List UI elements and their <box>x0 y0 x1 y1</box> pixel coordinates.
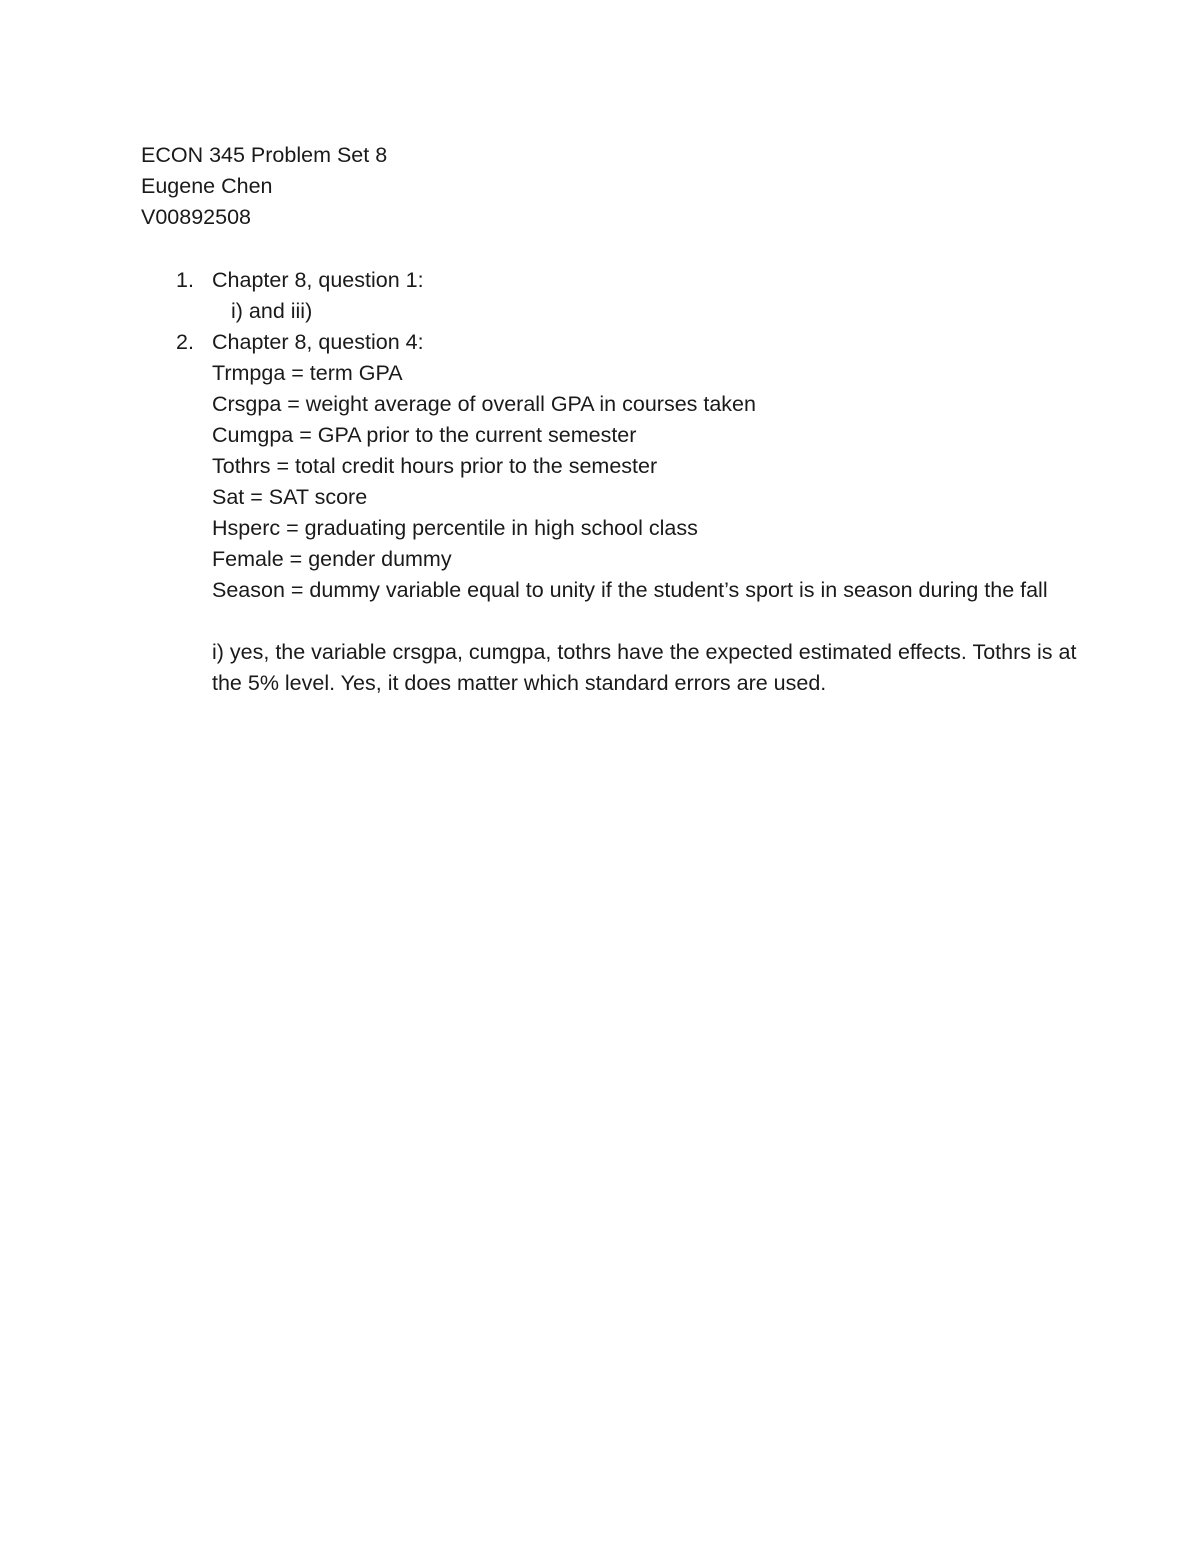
question-list <box>141 265 1081 699</box>
list-item-2 <box>141 327 1081 699</box>
document-header <box>141 140 387 233</box>
question-answer: i) and iii) <box>231 299 313 323</box>
question-answer: i) yes, the variable crsgpa, cumgpa, tothrs have the expected estimated effects. Tothrs is at the 5% level. Yes, it does matter which standard errors are used. <box>212 640 1077 695</box>
student-id: V00892508 <box>141 205 251 229</box>
course-title: ECON 345 Problem Set 8 <box>141 143 388 167</box>
student-name: Eugene Chen <box>141 174 273 198</box>
definition-line: Tothrs = total credit hours prior to the semester <box>212 454 658 478</box>
list-number: 1. <box>176 268 194 292</box>
definition-line: Female = gender dummy <box>212 547 452 571</box>
definition-line: Season = dummy variable equal to unity if the student’s sport is in season during the fall <box>212 578 1048 602</box>
question-title: Chapter 8, question 4: <box>212 330 424 354</box>
definition-line: Hsperc = graduating percentile in high school class <box>212 516 698 540</box>
list-number: 2. <box>176 330 194 354</box>
definition-line: Sat = SAT score <box>212 485 368 509</box>
definition-line: Crsgpa = weight average of overall GPA in courses taken <box>212 392 756 416</box>
question-title: Chapter 8, question 1: <box>212 268 424 292</box>
list-item-1 <box>141 265 1081 327</box>
definition-line: Trmpga = term GPA <box>212 361 403 385</box>
definition-line: Cumgpa = GPA prior to the current semester <box>212 423 637 447</box>
spacer <box>212 606 1081 637</box>
